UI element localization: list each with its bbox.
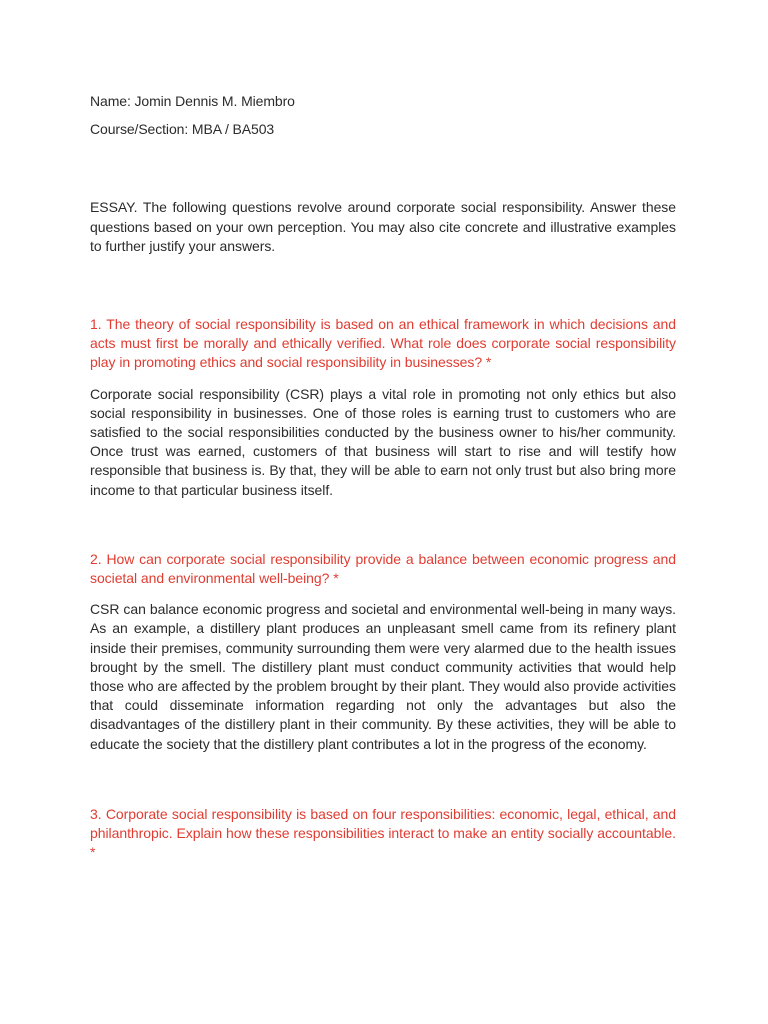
question-3: 3. Corporate social responsibility is based on four responsibilities: economic, legal, ethical, and philanthropic. Explain how these responsibilities interact to make an entity socially accountable. * [90,805,676,861]
essay-instructions: ESSAY. The following questions revolve around corporate social responsibility. Answer these questions based on your own perception. You may also cite concrete and illustrative examples to further justify your answers. [90,199,676,254]
question-1: 1. The theory of social responsibility is based on an ethical framework in which decisions and acts must first be morally and ethically verified. What role does corporate social responsibility play in promoting ethics and social responsibility in businesses? * [90,316,676,371]
question-2: 2. How can corporate social responsibility provide a balance between economic progress and societal and environmental well-being? * [90,550,676,587]
answer-1: Corporate social responsibility (CSR) plays a vital role in promoting not only ethics but also social responsibility in businesses. One of those roles is earning trust to customers who are satisfied to the social responsibilities conducted by the business owner to his/her community. Once trust was earned, customers of that business will start to rise and will testify how responsible that business is. By that, they will be able to earn not only trust but also bring more income to that particular business itself. [90,385,676,498]
answer-2: CSR can balance economic progress and societal and environmental well-being in many ways. As an example, a distillery plant produces an unpleasant smell came from its refinery plant inside their premises, community surrounding them were very alarmed due to the health issues brought by the smell. The distillery plant must conduct community activities that would help those who are affected by the problem brought by their plant. They would also provide activities that could disseminate information regarding not only the advantages but also the disadvantages of the distillery plant in their community. By these activities, they will be able to educate the society that the distillery plant contributes a lot in the progress of the economy. [90,601,676,752]
course-section: Course/Section: MBA / BA503 [90,121,275,138]
essay-document [90,92,676,862]
student-name: Name: Jomin Dennis M. Miembro [90,93,295,109]
